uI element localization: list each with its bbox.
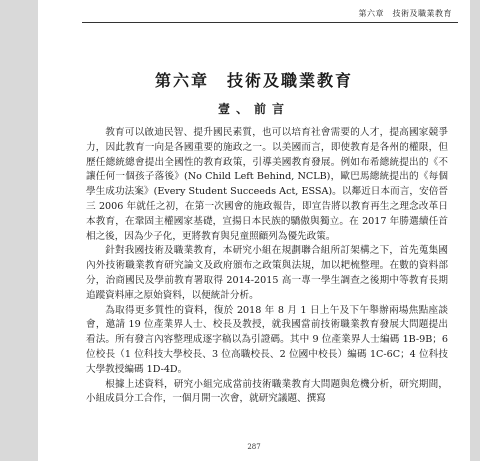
- paragraph-method: 針對我國技術及職業教育，本研究小組在規劃聯合組所訂架構之下，首先蒐集國內外技術職業教育研究論文及政府頒布之政策與法規，加以耙梳整理。在數的資料部分，治商國民及學前教育署取得 2014-2015 高一專一學生調查之後期中等教育長期追蹤資料庫之原始資料，以便統計分析。: [86, 245, 448, 301]
- section-title: 壹、前言: [217, 102, 290, 116]
- paragraph-analysis: 根據上述資料，研究小組完成當前技術職業教育大問題與危機分析，研究期間，小組成員分工合作，一個月開一次會，就研究議題、撰寫: [86, 378, 448, 405]
- paragraph-intro: 教育可以啟迪民智、提升國民素質，也可以培育社會需要的人才，提高國家競爭力，因此教育一向是各國重要的施政之一。以美國而言，即使教育是各州的權限，但歷任總統總會提出全國性的教育政策，引導美國教育發展。例如布希總統提出的《不讓任何一個孩子落後》(No Child Left Behind, NCLB)，歐巴馬總統提出的《每個學生成功法案》(Every Student Succeeds Act, ESSA)。以鄰近日本而言，安倍晉三 2006 年就任之初，在第一次國會的施政報告，即宣告將以教育再生之理念改革日本教育，在鞏固主權國家基礎，宣揚日本民族的驕傲與獨立。在 2017 年勝選續任首相之後，因為少子化，更將教育與兒童照顧列為優先政策。: [86, 127, 448, 242]
- running-header: 第六章 技術及職業教育: [358, 9, 452, 18]
- document-page: [38, 0, 470, 461]
- header-divider: [82, 22, 458, 23]
- paragraph-focus-group: 為取得更多質性的資料，復於 2018 年 8 月 1 日上午及下午舉辦兩場焦點座談會，邀請 19 位產業界人士、校長及教授，就我國當前技術職業教育發展大問題提出看法。所有發言內容整理成逐字稿以為引證碼。其中 9 位產業界人士編碼 1B-9B；6 位校長（1 位科技大學校長、3 位高職校長、2 位國中校長）編碼 1C-6C；4 位科技大學教授編碼 1D-4D。: [86, 304, 448, 375]
- body-text: [86, 126, 448, 407]
- page-number: 287: [247, 443, 261, 451]
- chapter-title: 第六章 技術及職業教育: [154, 71, 353, 90]
